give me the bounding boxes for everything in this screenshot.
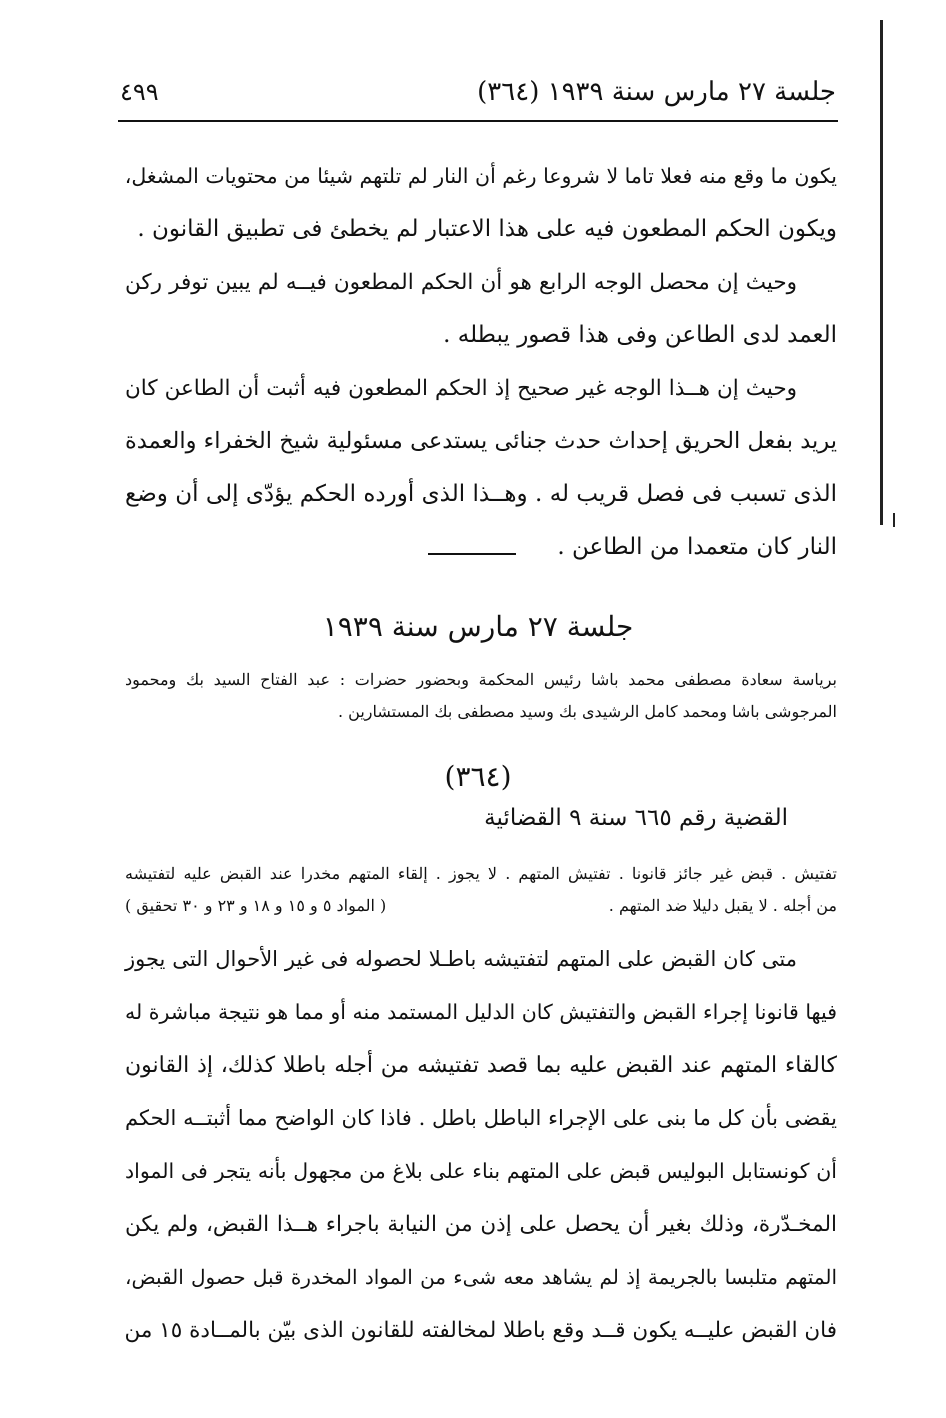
session-title: جلسة ٢٧ مارس سنة ١٩٣٩ (322, 610, 634, 643)
page-number: ٤٩٩ (120, 78, 159, 106)
attendance-line: المرجوشى باشا ومحمد كامل الرشيدى بك وسيد مصطفى بك المستشارين . (337, 702, 837, 721)
attendance-block (125, 664, 837, 728)
text-line: النار كان متعمدا من الطاعن . (557, 534, 837, 560)
text-line: العمد لدى الطاعن وفى هذا قصور يبطله . (443, 322, 837, 348)
section-separator (428, 553, 516, 555)
text-line: متى كان القبض على المتهم لتفتيشه باطـلا لحصوله فى غير الأحوال التى يجوز (125, 947, 797, 971)
keywords-continuation: من أجله . لا يقبل دليلا ضد المتهم . (608, 896, 837, 915)
keywords-line: تفتيش . قبض غير جائز قانونا . تفتيش المتهم . لا يجوز . إلقاء المتهم مخدرا عند القبض عليه لتفتيشه (125, 864, 837, 883)
text-line: أن كونستابل البوليس قبض على المتهم بناء على بلاغ من مجهول بأنه يتجر فى المواد (125, 1159, 837, 1183)
text-line: الذى تسبب فى فصل قريب له . وهــذا الذى أورده الحكم يؤدّى إلى أن وضع (125, 481, 837, 507)
case-title: القضية رقم ٦٦٥ سنة ٩ القضائية (484, 805, 788, 831)
text-line: فان القبض عليــه يكون قــد وقع باطلا لمخالفته للقانون الذى بيّن بالمــادة ١٥ من (124, 1318, 837, 1343)
text-line: المتهم متلبسا بالجريمة إذ لم يشاهد معه شىء من المواد المخدرة قبل حصول القبض، (125, 1265, 837, 1289)
ruling-number: (٣٦٤) (444, 760, 512, 793)
margin-tick-mark (893, 513, 895, 527)
text-line: يكون ما وقع منه فعلا تاما لا شروعا رغم أن النار لم تلتهم شيئا من محتويات المشغل، (124, 164, 837, 188)
text-line: وحيث إن محصل الوجه الرابع هو أن الحكم المطعون فيــه لم يبين توفر ركن (125, 270, 797, 295)
statute-references: ( المواد ٥ و ١٥ و ١٨ و ٢٣ و ٣٠ تحقيق ) (125, 896, 387, 915)
text-line: ويكون الحكم المطعون فيه على هذا الاعتبار لم يخطئ فى تطبيق القانون . (137, 216, 837, 242)
keywords-block (125, 858, 837, 922)
text-line: وحيث إن هــذا الوجه غير صحيح إذ الحكم المطعون فيه أثبت أن الطاعن كان (125, 376, 797, 401)
main-text (125, 933, 837, 1357)
keywords-line-split (125, 890, 837, 922)
text-line: يريد بفعل الحريق إحداث حدث جنائى يستدعى مسئولية شيخ الخفراء والعمدة (125, 428, 837, 454)
text-line: فيها قانونا إجراء القبض والتفتيش كان الدليل المستمد منه أو مما هو نتيجة مباشرة له (125, 1000, 837, 1024)
attendance-line: برياسة سعادة مصطفى محمد باشا رئيس المحكمة وبحضور حضرات : عبد الفتاح السيد بك ومحمود (125, 670, 837, 689)
running-head-title: جلسة ٢٧ مارس سنة ١٩٣٩ (٣٦٤) (477, 77, 836, 107)
text-line: يقضى بأن كل ما بنى على الإجراء الباطل باطل . فاذا كان الواضح مما أثبتــه الحكم (125, 1106, 837, 1130)
running-head (120, 72, 836, 112)
margin-binding-line (880, 20, 883, 525)
header-rule (118, 120, 838, 122)
text-line: المخـدّرة، وذلك بغير أن يحصل على إذن من النيابة باجراء هــذا القبض، ولم يكن (125, 1212, 837, 1237)
text-line: كالقاء المتهم عند القبض عليه بما قصد تفتيشه من أجله باطلا كذلك، إذ القانون (125, 1053, 837, 1078)
top-paragraphs (125, 150, 837, 574)
